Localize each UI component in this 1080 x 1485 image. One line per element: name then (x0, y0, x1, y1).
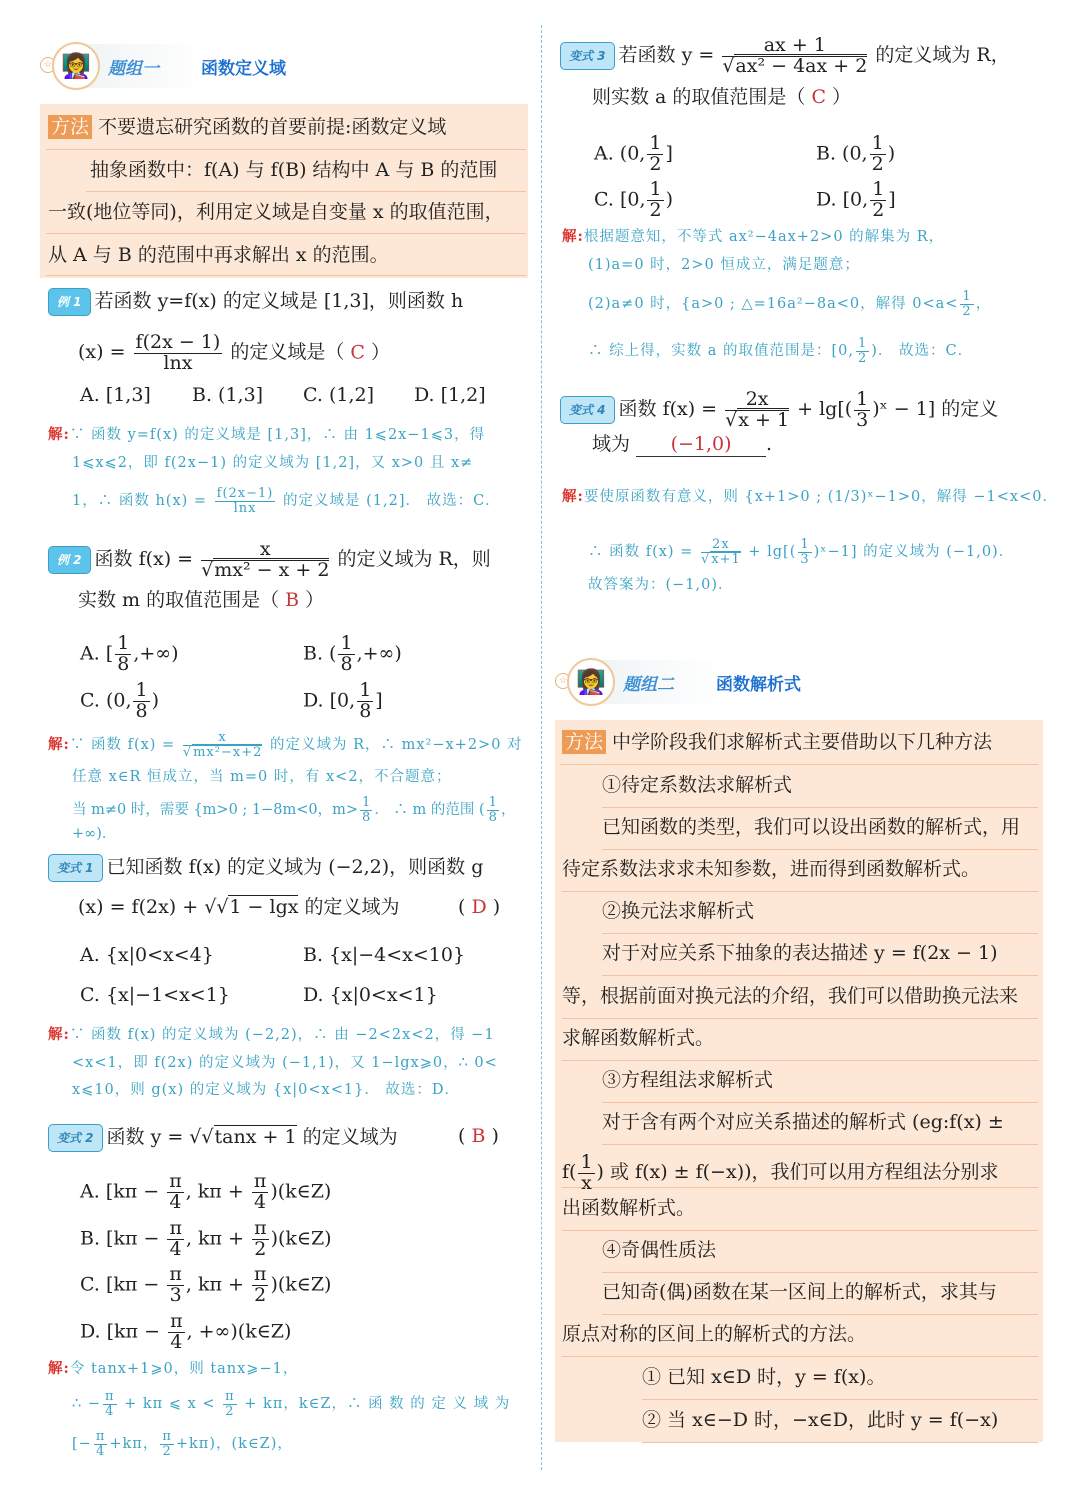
method-text: 一致(地位等同)，利用定义域是自变量 x 的取值范围， (48, 201, 504, 223)
radical: √x+1 (700, 551, 741, 567)
method-text (642, 1408, 998, 1432)
variant-badge: 变式 4 (560, 396, 615, 424)
question-text: 已知函数 f(x) 的定义域为 (−2,2)，则函数 g (106, 856, 484, 878)
solution-label: 解: (48, 1360, 70, 1377)
fraction: $\frac{1}{2}$ (962, 289, 972, 319)
solution-text: ∵ 函数 f(x) = $\frac{x}{\text{√mx²−x+2}}$ 的定义域为 R，∴ mx²−x+2>0 对 (69, 730, 523, 760)
method-text (602, 1068, 773, 1092)
option-c: C. (1,2] (303, 384, 374, 406)
textbook-page: ☆ 👩‍🏫 题组一 函数定义域 方法 不要遗忘研究函数的首要前提:函数定义域 抽象函数中：f(A) 与 f(B) 结构中 A 与 B 的范围 一致(地位等同)，利用定义域是自变量 x 的取值范围， 从 A 与 B 的范围中再求解出 x 的范围。 例 1 若函数 y=f(x) 的定义域是 [1,3]，则函数 h (x) = $\frac{f(2x - 1)}{\ln x}$ 的定义域是（ C ） A. [1,3] B. (1,3] C. (1,2] D. [1,2] 解:∵ 函数 y=f(x) 的定义域是 [1,3]，∴ 由 1⩽2x−1⩽3，得 1⩽x⩽2，即 f(2x−1) 的定义域为 [1,2]，又 x>0 且 x≠ 1，∴ 函数 h(x) = $\frac{f(2x-1)}{\ln x}$ 的定义域是 (1,2]． 故选：C． 例 2 函数 f(x) = $\frac{x}{\text{√mx² − x + 2}}$ 的定义域为 R，则 实数 m 的取值范围是（ B ） A. [ $\frac{1}{8}$ ,+∞) B. ( $\frac{1}{8}$ ,+∞) C. (0, $\frac{1}{8}$ ) D. [0, $\frac{1}{8}$ ] 解:∵ 函数 f(x) = $\frac{x}{\text{√mx²−x+2}}$ 的定义域为 R，∴ mx²−x+2>0 对 任意 x∈R 恒成立，当 m=0 时，有 x<2，不合题意； 当 m≠0 时，需要 {m>0 ; 1−8m<0，m> $\frac{1}{8}$ ． ∴ m 的范围 ( $\frac{1}{8}$ ，+∞)． 变式 1 已知函数 f(x) 的定义域为 (−2,2)，则函数 g (x) = f(2x) + √√1 − lgx 的定义域为 ( D ) A. {x|0<x<4} B. {x|−4<x<10} C. {x|−1<x<1} D. {x|0<x<1} 解:∵ 函数 f(x) 的定义域为 (−2,2)，∴ 由 −2<2x<2，得 −1 <x<1，即 f(2x) 的定义域为 (−1,1)，又 1−lgx⩾0，∴ 0< x⩽10，则 g(x) 的定义域为 {x|0<x<1}． 故选：D． 变式 2 函数 y = √√tanx + 1 的定义域为 ( B ) A. [kπ − $\frac{\pi}{4}$ , kπ + $\frac{\pi}{4}$ )(k∈Z) B. [kπ − $\frac{\pi}{4}$ , kπ + $\frac{\pi}{2}$ )(k∈Z) C. [kπ − $\frac{\pi}{3}$ , kπ + $\frac{\pi}{2}$ )(k∈Z) D. [kπ − $\frac{\pi}{4}$ , +∞)(k∈Z) 解:令 tanx+1⩾0，则 tanx⩾−1， ∴ − $\frac{\pi}{4}$ + kπ ⩽ x < $\frac{\pi}{2}$ + kπ，k∈Z，∴ 函 数 的 定 义 域 为 [− $\frac{\pi}{4}$ +kπ， $\frac{\pi}{2}$ +kπ)，(k∈Z)， 变式 3 若函数 y = $\frac{ax + 1}{\text{√ax² − 4ax + 2}}$ 的定义域为 R， 则实数 a 的取值范围是（ C ） A. (0, $\frac{1}{2}$ ] B. (0, $\frac{1}{2}$ ) C. [0, $\frac{1}{2}$ ) D. [0, $\frac{1}{2}$ ] 解:根据题意知，不等式 ax²−4ax+2>0 的解集为 R， (1)a=0 时，2>0 恒成立，满足题意； (2)a≠0 时，{a>0 ; △=16a²−8a<0，解得 0<a< $\frac{1}{2}$ ， ∴ 综上得，实数 a 的取值范围是：[0, $\frac{1}{2}$ )． 故选：C． 变式 4 函数 f(x) = $\frac{2x}{√x + 1}$ + lg[( $\frac{1}{3}$ )ˣ − 1] 的定义 域为 (−1,0) . 解:要使原函数有意义，则 {x+1>0 ; (1/3)ˣ−1>0，解得 −1<x<0． ∴ 函数 f(x) = $\frac{2x}{√x+1}$ + lg[( $\frac{1}{3}$ )ˣ−1] 的定义域为 (−1,0)． 故答案为：(−1,0)． ☆ 👩‍🏫 题组二 函数解析式 方法 中学阶段我们求解析式主要借助以下几种方法 ①待定系数法求解析式 已知函数的类型，我们可以设出函数的解析式，用 待定系数法求求未知参数，进而得到函数解析式。 ②换元法求解析式 对于对应关系下抽象的表达描述 y = f(2x − 1) 等，根据前面对换元法的介绍，我们可以借助换元法来 求解函数解析式。 ③方程组法求解析式 对于含有两个对应关系描述的解析式 (eg:f(x) ± f( $\frac{1}{x}$ ) 或 f(x) ± f(−x))，我们可以用方程组法分别求 出函数解析式。 ④奇偶性质法 已知奇(偶)函数在某一区间上的解析式，求其与 原点对称的区间上的解析式的方法。 ① 已知 x∈D 时，y = f(x)。 ② 当 x∈−D 时，−x∈D，此时 y = f(−x) (0, 0, 1080, 1485)
method-tag: 方法 (562, 730, 606, 754)
option-b: B. (0, $\frac{1}{2}$ ) (816, 132, 896, 175)
column-divider (541, 25, 542, 1470)
variant-badge: 变式 2 (48, 1124, 103, 1152)
section-header-1 (40, 40, 286, 92)
method-text (602, 773, 792, 797)
method-text: 从 A 与 B 的范围中再求解出 x 的范围。 (48, 244, 389, 266)
option-d: D. [kπ − $\frac{\pi}{4}$ , +∞)(k∈Z) (80, 1310, 292, 1353)
fraction: $\frac{1}{8}$ (362, 795, 371, 825)
method-text (562, 1153, 999, 1194)
fraction: $\frac{\pi}{4}$ (253, 1170, 267, 1213)
question-text: 函数 f(x) = $\frac{2x}{√x + 1}$ + lg[( $\frac{1}{3}$ )ˣ − 1] 的定义 (618, 388, 999, 431)
solution-text: ∵ 函数 y=f(x) 的定义域是 [1,3]，∴ 由 1⩽2x−1⩽3，得 (69, 427, 486, 443)
method-text (602, 899, 754, 923)
fraction: $\frac{f(2x-1)}{\ln x}$ (216, 486, 274, 516)
question-text: 域为 (592, 433, 637, 455)
option-c: C. (0, $\frac{1}{8}$ ) (80, 679, 159, 722)
solution-label: 解: (562, 228, 584, 245)
option-a: A. (0, $\frac{1}{2}$ ] (594, 132, 673, 175)
solution-text: 要使原函数有意义，则 {x+1>0 ; (1/3)ˣ−1>0，解得 −1<x<0． (583, 489, 1058, 505)
fraction: $\frac{1}{8}$ (488, 795, 497, 825)
solution-text: 1⩽x⩽2，即 f(2x−1) 的定义域为 [1,2]，又 x>0 且 x≠ (72, 455, 474, 471)
method-line: 等，根据前面对换元法的介绍，我们可以借助换元法来 (562, 985, 1019, 1007)
star-icon: ☆ (555, 673, 571, 689)
fraction: $\frac{1}{2}$ (872, 178, 885, 221)
method-text (602, 815, 1020, 839)
question-text: (x) = $\frac{f(2x - 1)}{\ln x}$ 的定义域是（ (78, 331, 351, 374)
method-text (602, 1280, 997, 1304)
fraction: $\frac{1}{x}$ (580, 1151, 593, 1194)
solution-label: 解: (48, 1026, 70, 1043)
fraction: $\frac{1}{8}$ (340, 632, 353, 675)
fraction: $\frac{1}{2}$ (871, 132, 884, 175)
option-b: B. (1,3] (192, 384, 264, 406)
option-d: D. [0, $\frac{1}{8}$ ] (303, 679, 383, 722)
radical: √ax² − 4ax + 2 (722, 54, 868, 77)
fraction: $\frac{1}{8}$ (135, 679, 148, 722)
question-text: 若函数 y = $\frac{ax + 1}{\text{√ax² − 4ax + 2}}$ 的定义域为 R， (618, 34, 1010, 77)
option-c: C. [kπ − $\frac{\pi}{3}$ , kπ + $\frac{\pi}{2}$ )(k∈Z) (80, 1263, 332, 1306)
method-line: ④奇偶性质法 (602, 1239, 717, 1261)
method-line: ② 当 x∈−D 时，−x∈D，此时 y = f(−x) (642, 1409, 999, 1431)
option-b: B. {x|−4<x<10} (303, 944, 466, 966)
section-title: 函数解析式 (716, 674, 801, 695)
star-icon: ☆ (40, 57, 56, 73)
answer: C (350, 341, 365, 364)
question-text: 函数 f(x) = $\frac{x}{\text{√mx² − x + 2}}$ 的定义域为 R，则 (94, 538, 491, 581)
fraction: $\frac{\pi}{4}$ (104, 1389, 115, 1419)
solution-text: 故答案为：(−1,0)． (588, 577, 734, 593)
option-c: C. {x|−1<x<1} (80, 984, 230, 1006)
solution-label: 解: (48, 426, 70, 443)
answer: B (471, 1125, 486, 1147)
fraction: $\frac{1}{2}$ (857, 336, 868, 366)
radical: √x + 1 (725, 408, 790, 431)
option-a: A. [kπ − $\frac{\pi}{4}$ , kπ + $\frac{\pi}{4}$ )(k∈Z) (80, 1170, 332, 1213)
fraction: $\frac{2x}{√x + 1}$ (725, 388, 790, 431)
method-text (642, 1365, 885, 1389)
option-c: C. [0, $\frac{1}{2}$ ) (594, 178, 673, 221)
fraction: $\frac{\pi}{4}$ (95, 1429, 106, 1459)
radical: √1 − lgx (216, 896, 299, 918)
method-text (562, 857, 980, 881)
solution-text: 任意 x∈R 恒成立，当 m=0 时，有 x<2，不合题意； (72, 769, 452, 785)
method-text (562, 984, 1018, 1008)
solution-text: [− $\frac{\pi}{4}$ +kπ， $\frac{\pi}{2}$ +kπ)，(k∈Z)， (72, 1429, 293, 1459)
method-text (562, 1026, 714, 1050)
example-badge: 例 1 (48, 288, 91, 316)
radical: √tanx + 1 (201, 1126, 297, 1148)
fraction: $\frac{1}{2}$ (649, 178, 662, 221)
method-line: 出函数解析式。 (562, 1197, 696, 1219)
fraction: $\frac{x}{\text{√mx²−x+2}}$ (182, 730, 263, 760)
paren: ） (299, 589, 325, 611)
answer: D (471, 896, 487, 918)
method-line: 已知函数的类型，我们可以设出函数的解析式，用 (602, 816, 1021, 838)
solution-text: (2)a≠0 时，{a>0 ; △=16a²−8a<0，解得 0<a< $\frac{1}{2}$ ， (588, 289, 992, 319)
method-line: 已知奇(偶)函数在某一区间上的解析式，求其与 (602, 1281, 997, 1303)
answer: B (285, 589, 300, 611)
method-line: f( $\frac{1}{x}$ ) 或 f(x) ± f(−x))，我们可以用方程组法分别求 (562, 1151, 999, 1194)
fraction: $\frac{x}{\text{√mx² − x + 2}}$ (201, 538, 330, 581)
solution-text: 根据题意知，不等式 ax²−4ax+2>0 的解集为 R， (583, 229, 945, 245)
fraction: $\frac{\pi}{2}$ (253, 1263, 267, 1306)
group-label: 题组一 (108, 58, 159, 79)
question-text: 则实数 a 的取值范围是（ (592, 86, 812, 108)
variant-badge: 变式 3 (560, 42, 615, 70)
question-text: 实数 m 的取值范围是（ (78, 589, 286, 611)
option-a: A. {x|0<x<4} (80, 944, 214, 966)
method-line: ①待定系数法求解析式 (602, 774, 793, 796)
solution-text: x⩽10，则 g(x) 的定义域为 {x|0<x<1}． 故选：D． (72, 1082, 461, 1098)
option-b: B. ( $\frac{1}{8}$ ,+∞) (303, 632, 402, 675)
example-badge: 例 2 (48, 546, 91, 574)
fraction: $\frac{1}{3}$ (856, 388, 869, 431)
answer: C (811, 86, 826, 108)
solution-label: 解: (562, 488, 584, 505)
method-line: ③方程组法求解析式 (602, 1069, 774, 1091)
method-line: ②换元法求解析式 (602, 900, 755, 922)
section-title: 函数定义域 (201, 58, 286, 79)
method-line: 待定系数法求求未知参数，进而得到函数解析式。 (562, 858, 981, 880)
method-line: 对于对应关系下抽象的表达描述 y = f(2x − 1) (602, 942, 998, 964)
solution-text: <x<1，即 f(2x) 的定义域为 (−1,1)，又 1−lgx⩾0，∴ 0< (72, 1055, 498, 1071)
question-text: (x) = f(2x) + √√1 − lgx 的定义域为 (78, 896, 400, 918)
solution-text: 令 tanx+1⩾0，则 tanx⩾−1， (69, 1361, 299, 1377)
answer-blank: (−1,0) (636, 432, 766, 457)
fraction: $\frac{1}{3}$ (800, 537, 810, 567)
fraction: $\frac{\pi}{2}$ (225, 1389, 235, 1419)
solution-text: ∴ 函数 f(x) = $\frac{2x}{√x+1}$ + lg[( $\frac{1}{3}$ )ˣ−1] 的定义域为 (−1,0)． (588, 537, 1015, 567)
method-text: 抽象函数中：f(A) 与 f(B) 结构中 A 与 B 的范围 (90, 159, 498, 181)
solution-text: ∴ 综上得，实数 a 的取值范围是：[0, $\frac{1}{2}$ )． 故选：C． (588, 336, 974, 366)
section-header-2 (555, 656, 801, 708)
method-text (562, 730, 992, 754)
option-b: B. [kπ − $\frac{\pi}{4}$ , kπ + $\frac{\pi}{2}$ )(k∈Z) (80, 1217, 332, 1260)
method-text: 不要遗忘研究函数的首要前提:函数定义域 (98, 116, 447, 138)
solution-text: ∵ 函数 f(x) 的定义域为 (−2,2)，∴ 由 −2<2x<2，得 −1 (69, 1027, 495, 1043)
option-d: D. [1,2] (414, 384, 486, 406)
fraction: $\frac{\pi}{4}$ (169, 1217, 182, 1260)
paren: ） (826, 86, 852, 108)
solution-text: (1)a=0 时，2>0 恒成立，满足题意； (588, 257, 860, 273)
method-line: 中学阶段我们求解析式主要借助以下几种方法 (612, 731, 993, 753)
question-text: 函数 y = √√tanx + 1 的定义域为 (106, 1126, 398, 1148)
method-text (562, 1322, 866, 1346)
method-line: 原点对称的区间上的解析式的方法。 (562, 1323, 867, 1345)
group-label: 题组二 (623, 674, 674, 695)
method-line: 求解函数解析式。 (562, 1027, 715, 1049)
fraction: $\frac{1}{2}$ (649, 132, 662, 175)
method-text (562, 1196, 695, 1220)
option-d: D. {x|0<x<1} (303, 984, 438, 1006)
paren: ） (364, 341, 390, 364)
fraction: $\frac{\pi}{3}$ (169, 1263, 182, 1306)
method-tag: 方法 (48, 115, 92, 139)
solution-text: 当 m≠0 时，需要 {m>0 ; 1−8m<0，m> $\frac{1}{8}$ ． ∴ m 的范围 ( $\frac{1}{8}$ ，+∞)． (72, 795, 516, 843)
method-line: ① 已知 x∈D 时，y = f(x)。 (642, 1366, 886, 1388)
solution-text: 1，∴ 函数 h(x) = $\frac{f(2x-1)}{\ln x}$ 的定义域是 (1,2]． 故选：C． (72, 486, 501, 516)
fraction: $\frac{\pi}{4}$ (170, 1310, 183, 1353)
radical: √mx² − x + 2 (201, 558, 330, 581)
fraction: $\frac{1}{8}$ (117, 632, 130, 675)
method-line: 对于含有两个对应关系描述的解析式 (eg:f(x) ± (602, 1111, 1004, 1133)
method-text (602, 1110, 1004, 1134)
radical: √mx²−x+2 (182, 744, 263, 760)
fraction: $\frac{\pi}{2}$ (162, 1429, 172, 1459)
option-a: A. [ $\frac{1}{8}$ ,+∞) (80, 632, 179, 675)
variant-badge: 变式 1 (48, 854, 103, 882)
option-a: A. [1,3] (80, 384, 151, 406)
fraction: $\frac{2x}{√x+1}$ (700, 537, 741, 567)
fraction: $\frac{f(2x - 1)}{\ln x}$ (135, 331, 221, 374)
fraction: $\frac{\pi}{4}$ (169, 1170, 182, 1213)
teacher-avatar-icon: 👩‍🏫 (567, 658, 615, 706)
solution-text: ∴ − $\frac{\pi}{4}$ + kπ ⩽ x < $\frac{\pi}{2}$ + kπ，k∈Z，∴ 函 数 的 定 义 域 为 (72, 1389, 511, 1419)
method-text (602, 1238, 716, 1262)
question-text: 若函数 y=f(x) 的定义域是 [1,3]，则函数 h (94, 290, 464, 312)
fraction: $\frac{ax + 1}{\text{√ax² − 4ax + 2}}$ (722, 34, 868, 77)
option-d: D. [0, $\frac{1}{2}$ ] (816, 178, 896, 221)
method-text (602, 941, 998, 965)
fraction: $\frac{\pi}{2}$ (254, 1217, 267, 1260)
solution-label: 解: (48, 736, 70, 754)
teacher-avatar-icon: 👩‍🏫 (52, 42, 100, 90)
fraction: $\frac{1}{8}$ (359, 679, 372, 722)
